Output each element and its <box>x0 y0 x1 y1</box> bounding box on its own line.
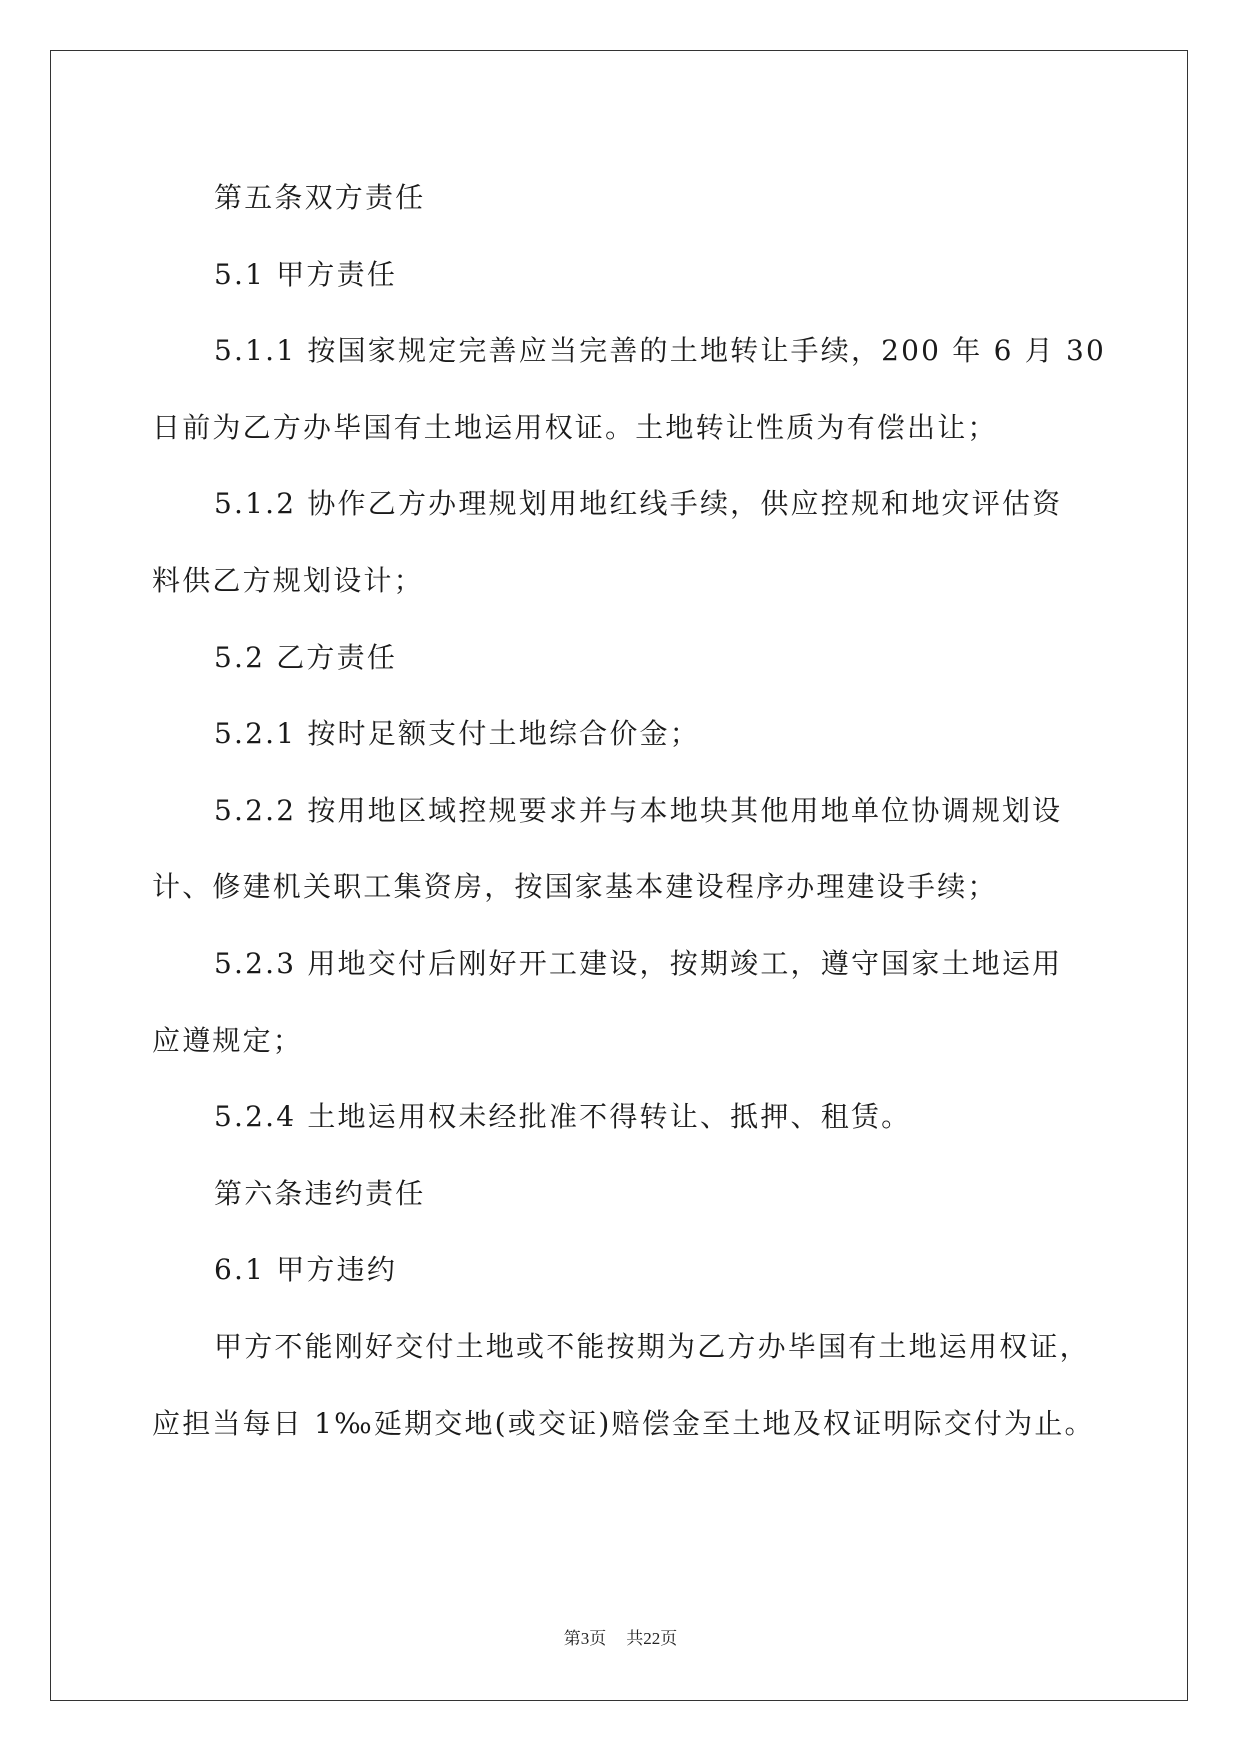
total-suffix: 页 <box>660 1629 678 1648</box>
paragraph-line: 料供乙方规划设计； <box>152 563 424 597</box>
paragraph-line: 5.1.1 按国家规定完善应当完善的土地转让手续，200 年 6 月 30 <box>214 334 1107 368</box>
total-page-number: 22 <box>643 1629 661 1648</box>
subsection-heading: 5.1 甲方责任 <box>214 257 398 291</box>
section-heading: 第五条双方责任 <box>214 181 426 214</box>
current-page-number: 3 <box>580 1629 590 1648</box>
page-suffix: 页 <box>589 1629 607 1648</box>
page-footer <box>0 1624 1241 1649</box>
paragraph-line: 应遵规定； <box>152 1023 304 1057</box>
paragraph-line: 5.2.3 用地交付后刚好开工建设，按期竣工，遵守国家土地运用 <box>214 946 1063 980</box>
page-prefix: 第 <box>563 1629 581 1648</box>
paragraph-line: 甲方不能刚好交付土地或不能按期为乙方办毕国有土地运用权证， <box>214 1329 1090 1363</box>
subsection-heading: 5.2 乙方责任 <box>214 640 398 674</box>
document-body <box>152 160 1107 1462</box>
section-heading: 第六条违约责任 <box>214 1176 426 1210</box>
total-prefix: 共 <box>626 1629 644 1648</box>
paragraph-line: 5.1.2 协作乙方办理规划用地红线手续，供应控规和地灾评估资 <box>214 487 1063 521</box>
paragraph-line: 计、修建机关职工集资房，按国家基本建设程序办理建设手续； <box>152 870 998 904</box>
paragraph-line: 5.2.2 按用地区域控规要求并与本地块其他用地单位协调规划设 <box>214 793 1063 827</box>
subsection-heading: 6.1 甲方违约 <box>214 1253 398 1287</box>
paragraph-line: 应担当每日 1‰延期交地(或交证)赔偿金至土地及权证明际交付为止。 <box>152 1406 1095 1440</box>
paragraph-line: 日前为乙方办毕国有土地运用权证。土地转让性质为有偿出让； <box>152 410 998 444</box>
paragraph-line: 5.2.1 按时足额支付土地综合价金； <box>214 717 700 751</box>
paragraph-line: 5.2.4 土地运用权未经批准不得转让、抵押、租赁。 <box>214 1100 912 1134</box>
